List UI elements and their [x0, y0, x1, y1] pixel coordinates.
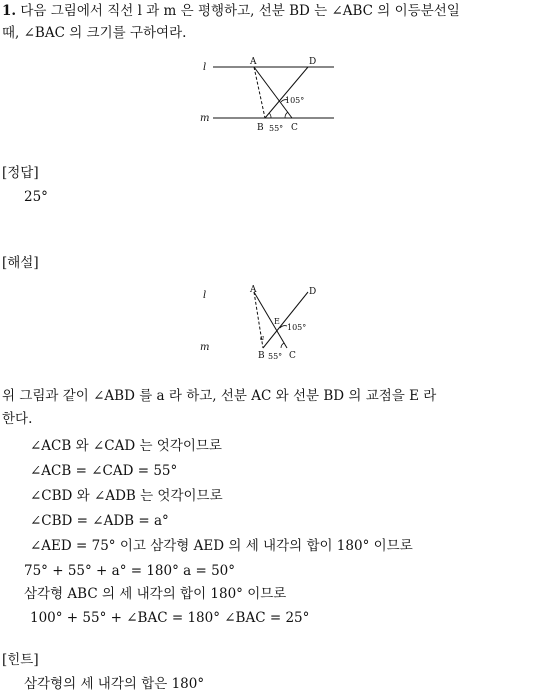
hint-text: 삼각형의 세 내각의 합은 180°: [24, 676, 205, 692]
answer-value: 25°: [24, 189, 48, 205]
explanation-step-8: 100° + 55° + ∠BAC = 180° ∠BAC = 25°: [30, 610, 310, 626]
explanation-header: [해설]: [2, 255, 39, 271]
figure-1: [195, 52, 345, 144]
angle-arc-55: [285, 112, 288, 118]
label-D: D: [309, 57, 317, 67]
hint-header: [힌트]: [2, 652, 39, 668]
problem-number: 1.: [2, 3, 17, 19]
problem-line-2: [2, 24, 186, 42]
problem-text-1: 다음 그림에서 직선 l 과 m 은 평행하고, 선분 BD 는 ∠ABC 의 이등분선일: [20, 3, 460, 19]
label-a: a: [260, 334, 265, 342]
label-E: E: [274, 317, 280, 326]
explanation-line-1: 위 그림과 같이 ∠ABD 를 a 라 하고, 선분 AC 와 선분 BD 의 교점을 E 라: [2, 388, 437, 404]
label-B: B: [257, 123, 264, 133]
label-l: l: [203, 62, 207, 73]
explanation-step-7: 삼각형 ABC 의 세 내각의 합이 180° 이므로: [24, 586, 287, 602]
problem-line-1: [2, 2, 460, 20]
label-l: l: [203, 290, 207, 301]
label-A: A: [250, 285, 257, 295]
segment-AC: [254, 292, 287, 348]
angle-label-55: 55°: [269, 124, 284, 133]
answer-header: [정답]: [2, 165, 39, 181]
angle-label-105: 105°: [287, 323, 307, 332]
label-C: C: [289, 351, 296, 361]
explanation-step-5: ∠AED = 75° 이고 삼각형 AED 의 세 내각의 합이 180° 이므로: [30, 538, 413, 554]
explanation-step-1: ∠ACB 와 ∠CAD 는 엇각이므로: [30, 438, 222, 454]
label-B: B: [258, 351, 265, 361]
explanation-step-3: ∠CBD 와 ∠ADB 는 엇각이므로: [30, 488, 223, 504]
angle-label-55: 55°: [268, 352, 283, 361]
problem-text-2: 때, ∠BAC 의 크기를 구하여라.: [2, 25, 187, 41]
label-A: A: [250, 57, 257, 67]
figure-2: [195, 280, 345, 362]
explanation-line-2: 한다.: [2, 411, 33, 427]
angle-label-105: 105°: [285, 96, 305, 105]
segment-BD: [263, 292, 308, 348]
explanation-step-2: ∠ACB = ∠CAD = 55°: [30, 463, 178, 479]
explanation-step-6: 75° + 55° + a° = 180° a = 50°: [24, 563, 236, 579]
label-m: m: [200, 342, 210, 353]
angle-arc-55: [281, 343, 284, 348]
label-C: C: [291, 123, 298, 133]
angle-arc-B: [269, 113, 271, 118]
explanation-step-4: ∠CBD = ∠ADB = a°: [30, 513, 169, 529]
label-m: m: [200, 113, 210, 124]
label-D: D: [309, 287, 317, 297]
